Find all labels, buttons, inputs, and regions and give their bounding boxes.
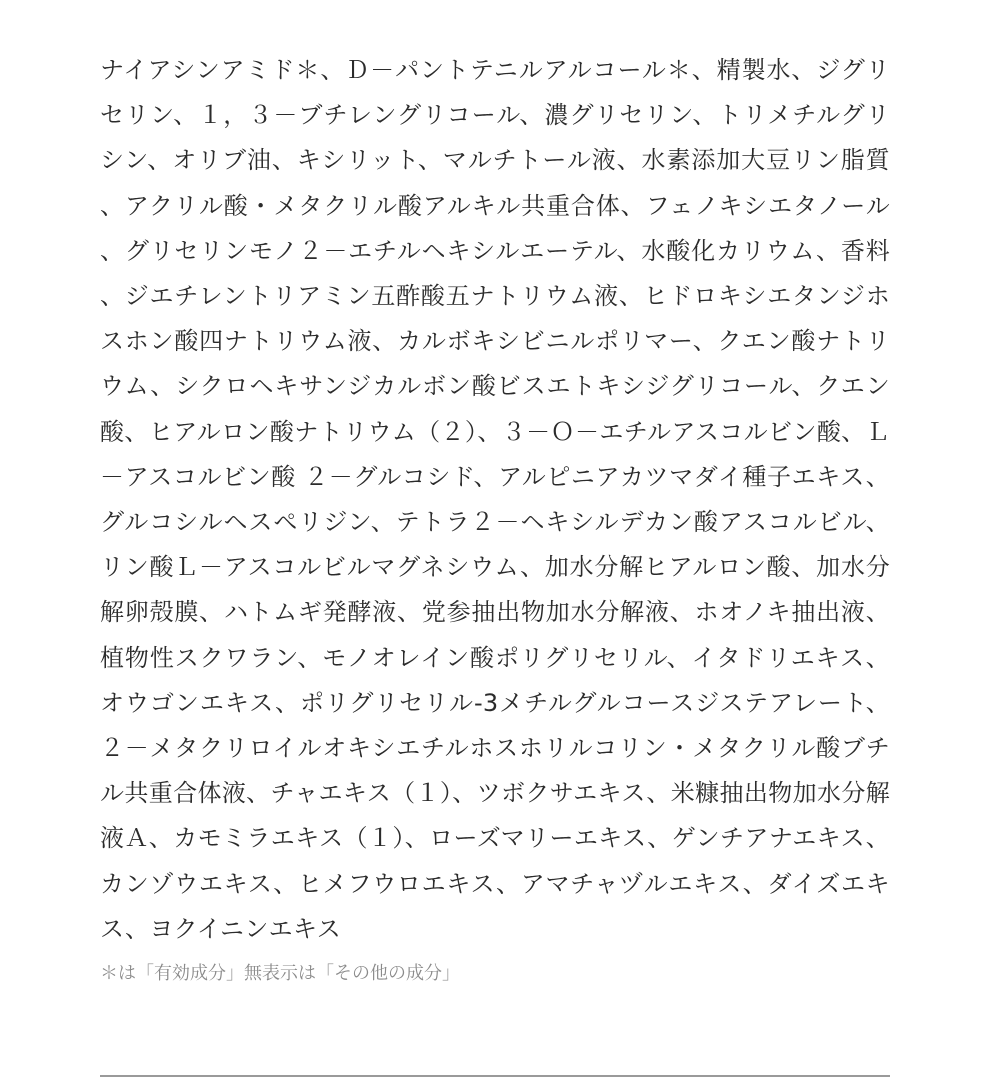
divider-line [100, 1075, 890, 1077]
ingredients-list: ナイアシンアミド＊、Ｄ－パントテニルアルコール＊、精製水、ジグリセリン、１，３－ブチレングリコール、濃グリセリン、トリメチルグリシン、オリブ油、キシリット、マルチトール液、水素添加大豆リン脂質、アクリル酸・メタクリル酸アルキル共重合体、フェノキシエタノール、グリセリンモノ２－エチルヘキシルエーテル、水酸化カリウム、香料、ジエチレントリアミン五酢酸五ナトリウム液、ヒドロキシエタンジホスホン酸四ナトリウム液、カルボキシビニルポリマー、クエン酸ナトリウム、シクロヘキサンジカルボン酸ビスエトキシジグリコール、クエン酸、ヒアルロン酸ナトリウム（２）、３－Ｏ－エチルアスコルビン酸、Ｌ－アスコルビン酸 ２－グルコシド、アルピニアカツマダイ種子エキス、グルコシルヘスペリジン、テトラ２－ヘキシルデカン酸アスコルビル、リン酸Ｌ－アスコルビルマグネシウム、加水分解ヒアルロン酸、加水分解卵殻膜、ハトムギ発酵液、党参抽出物加水分解液、ホオノキ抽出液、植物性スクワラン、モノオレイン酸ポリグリセリル、イタドリエキス、オウゴンエキス、ポリグリセリル-3メチルグルコースジステアレート、２－メタクリロイルオキシエチルホスホリルコリン・メタクリル酸ブチル共重合体液、チャエキス（１）、ツボクサエキス、米糠抽出物加水分解液Ａ、カモミラエキス（１）、ローズマリーエキス、ゲンチアナエキス、カンゾウエキス、ヒメフウロエキス、アマチャヅルエキス、ダイズエキス、ヨクイニンエキス [100, 56, 890, 943]
ingredients-section [100, 48, 890, 988]
ingredients-footnote: ＊は「有効成分」無表示は「その他の成分」 [100, 963, 460, 985]
